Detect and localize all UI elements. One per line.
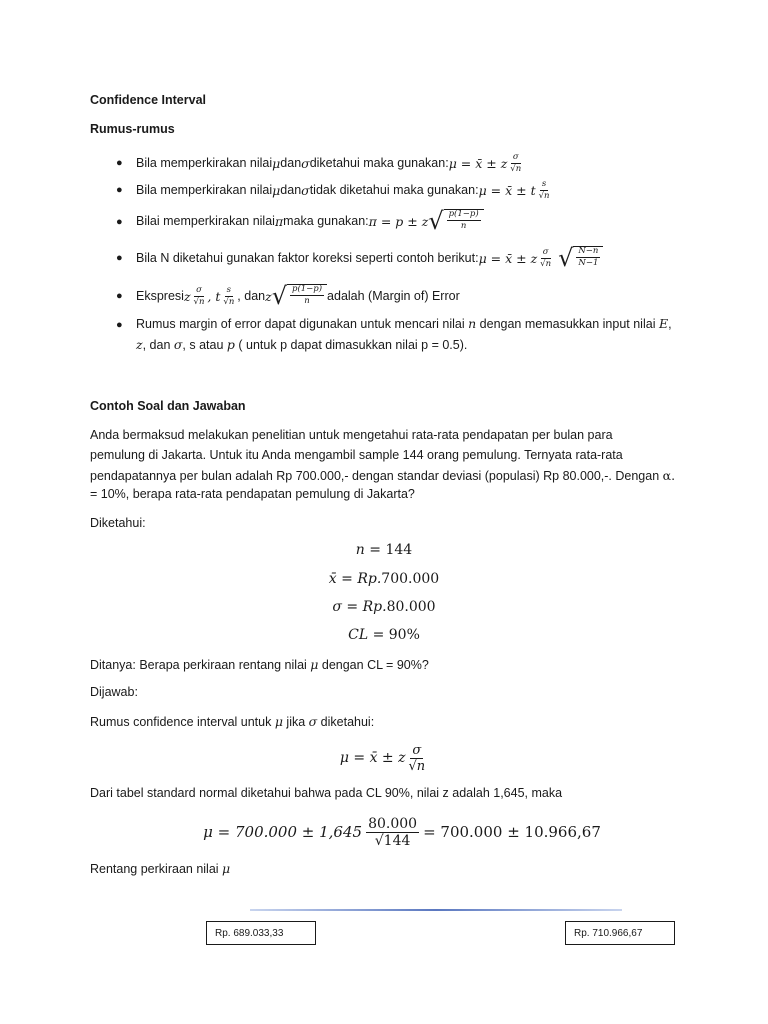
alpha-symbol: α. <box>662 468 676 483</box>
rumus-heading: Rumus-rumus <box>90 122 175 136</box>
calculation-formula: μ = 700.000 ± 1,645 $\frac{80.000}{√144}$ = 700.000 ± 10.966,67 <box>203 815 601 849</box>
lower-bound-box: Rp. 689.033,33 <box>206 921 316 945</box>
upper-bound-box: Rp. 710.966,67 <box>565 921 675 945</box>
fraction-s-sqrt-n: $\frac{s}{√n}$ <box>538 179 550 201</box>
formula-mu-t: μ = x̄ ± t <box>478 182 536 198</box>
sqrt-proportion: √ $\frac{p(1-p)}{n}$ <box>428 209 483 233</box>
title: Confidence Interval <box>90 93 206 107</box>
problem-line-4: = 10%, berapa rata-rata pendapatan pemulung di Jakarta? <box>90 487 415 501</box>
given-cl: CL = 90% <box>348 627 420 643</box>
contoh-heading: Contoh Soal dan Jawaban <box>90 399 246 413</box>
rumus-ci-line: Rumus confidence interval untuk μ jika σ diketahui: <box>90 714 375 729</box>
range-line <box>250 909 622 911</box>
bullet-6-line-2: z, dan σ, s atau p ( untuk p dapat dimasukkan nilai p = 0.5). <box>136 337 468 352</box>
fraction-sigma-sqrt-n: $\frac{\sigma}{√n}$ <box>510 152 522 174</box>
diketahui-label: Diketahui: <box>90 516 146 530</box>
bullet-6-line-1: Rumus margin of error dapat digunakan untuk mencari nilai n dengan memasukkan input nilai E, <box>136 316 672 331</box>
bullet-dot: ● <box>116 184 123 196</box>
dijawab-label: Dijawab: <box>90 685 138 699</box>
formula-mu-z: μ = x̄ ± z <box>448 155 508 171</box>
given-xbar: x̄ = Rp.700.000 <box>328 571 440 587</box>
bullet-dot: ● <box>116 319 123 331</box>
bullet-dot: ● <box>116 157 123 169</box>
bullet-dot: ● <box>116 216 123 228</box>
given-sigma: σ = Rp.80.000 <box>332 599 436 615</box>
bullet-dot: ● <box>116 252 123 264</box>
bullet-dot: ● <box>116 290 123 302</box>
formula-correction: μ = x̄ ± z <box>478 250 538 266</box>
bullet-1: Bila memperkirakan nilai μ dan σ diketahui maka gunakan: μ = x̄ ± z $\frac{\sigma}{√n}$ <box>136 152 522 174</box>
bullet-2: Bila memperkirakan nilai μ dan σ tidak diketahui maka gunakan: μ = x̄ ± t $\frac{s}{√n}$ <box>136 179 550 201</box>
given-n: n = 144 <box>355 542 413 558</box>
problem-line-3: pendapatannya per bulan adalah Rp 700.000,- dengan standar deviasi (populasi) Rp 80.000,-. Dengan α. <box>90 468 676 483</box>
sqrt-correction-factor: √ $\frac{N-n}{N-1}$ <box>558 246 603 270</box>
problem-line-2: pemulung di Jakarta. Untuk itu Anda mengambil sample 144 orang pemulung. Ternyata rata-rata <box>90 448 623 462</box>
ci-formula: μ = x̄ ± z $\frac{\sigma}{√n}$ <box>339 742 426 774</box>
formula-pi: π = p ± z <box>368 213 429 229</box>
bullet-5: Ekspresi z $\frac{\sigma}{√n}$ , t $\frac{s}{√n}$ , dan z √ $\frac{p(1-p)}{n}$ adalah (Margin of) Error <box>136 282 460 310</box>
rentang-line: Rentang perkiraan nilai μ <box>90 861 231 876</box>
dari-tabel-line: Dari tabel standard normal diketahui bahwa pada CL 90%, nilai z adalah 1,645, maka <box>90 786 563 800</box>
ditanya-line: Ditanya: Berapa perkiraan rentang nilai μ dengan CL = 90%? <box>90 657 429 672</box>
bullet-3: Bilai memperkirakan nilai π maka gunakan: π = p ± z √ $\frac{p(1-p)}{n}$ <box>136 206 484 236</box>
problem-line-1: Anda bermaksud melakukan penelitian untuk mengetahui rata-rata pendapatan per bulan para <box>90 428 613 442</box>
bullet-4: Bila N diketahui gunakan faktor koreksi seperti contoh berikut: μ = x̄ ± z $\frac{\sigma}{√n}$ √ $\frac{N-n}{N-1}$ <box>136 242 603 274</box>
fraction-80000-sqrt-144: $\frac{80.000}{√144}$ <box>368 815 418 849</box>
